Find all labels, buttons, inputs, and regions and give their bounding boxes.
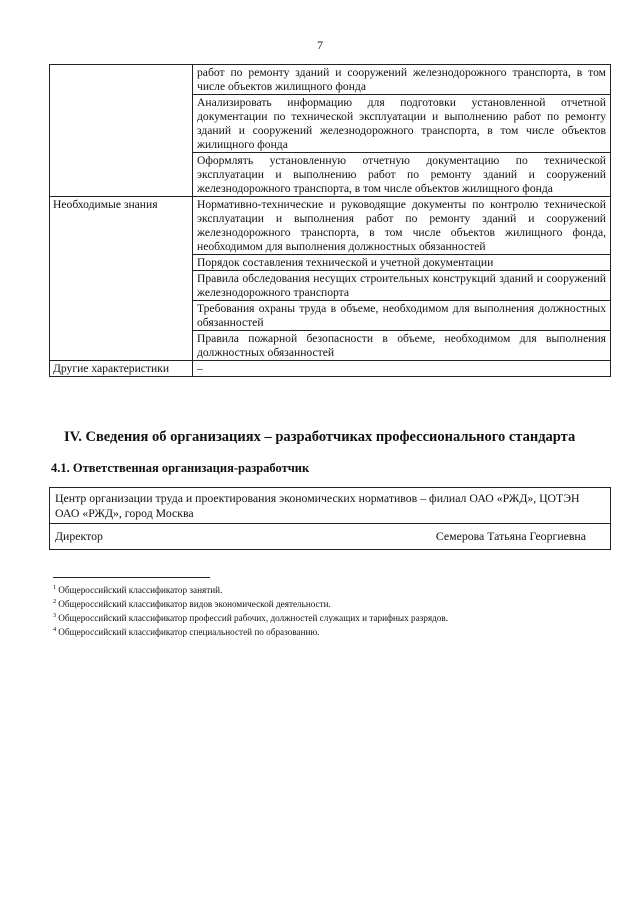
row-value: Оформлять установленную отчетную документацию по технической эксплуатации и выполнению работ по ремонту зданий и сооружений железнодорожного транспорта, в том числе объектов жилищного фонда (193, 153, 611, 197)
signatory-row (50, 524, 610, 549)
row-value: Требования охраны труда в объеме, необходимом для выполнения должностных обязанностей (193, 301, 611, 331)
row-label-other: Другие характеристики (50, 361, 193, 377)
row-value: Нормативно-технические и руководящие документы по контролю технической эксплуатации и выполнения работ по ремонту зданий и сооружений железнодорожного транспорта, в том числе объектов жилищного фонда, необходимом для выполнения должностных обязанностей (193, 197, 611, 255)
table-row (50, 361, 611, 377)
organization-box (49, 487, 611, 550)
row-value: Порядок составления технической и учетной документации (193, 255, 611, 271)
row-value: Анализировать информацию для подготовки установленной отчетной документации по технической эксплуатации и выполнению работ по ремонту зданий и сооружений железнодорожного транспорта, в том числе объектов жилищного фонда (193, 95, 611, 153)
footnotes (53, 582, 448, 638)
row-value: – (193, 361, 611, 377)
signatory-position: Директор (55, 529, 103, 543)
footnote: $^1$ Общероссийский классификатор занятий. (53, 584, 223, 595)
row-value: Правила обследования несущих строительных конструкций зданий и сооружений железнодорожного транспорта (193, 271, 611, 301)
table-row (50, 65, 611, 95)
row-value: работ по ремонту зданий и сооружений железнодорожного транспорта, в том числе объектов жилищного фонда (193, 65, 611, 95)
knowledge-table (49, 64, 611, 377)
row-value: Правила пожарной безопасности в объеме, необходимом для выполнения должностных обязанностей (193, 331, 611, 361)
subsection-title: 4.1. Ответственная организация-разработчик (51, 461, 310, 475)
footnote: $^3$ Общероссийский классификатор профессий рабочих, должностей служащих и тарифных разрядов. (53, 612, 449, 623)
table-row (50, 197, 611, 255)
row-label-knowledge: Необходимые знания (50, 197, 193, 361)
footnote-separator (53, 577, 210, 578)
footnote: $^2$ Общероссийский классификатор видов экономической деятельности. (53, 598, 331, 609)
section-title: IV. Сведения об организациях – разработчиках профессионального стандарта (64, 429, 576, 445)
signatory-name: Семерова Татьяна Георгиевна (435, 529, 586, 543)
footnote: $^4$ Общероссийский классификатор специальностей по образованию. (53, 626, 320, 637)
organization-name: Центр организации труда и проектирования экономических нормативов – филиал ОАО «РЖД», ЦОТЭН ОАО «РЖД», город Москва (50, 488, 610, 524)
row-label (50, 65, 193, 197)
page-number: 7 (317, 38, 323, 52)
